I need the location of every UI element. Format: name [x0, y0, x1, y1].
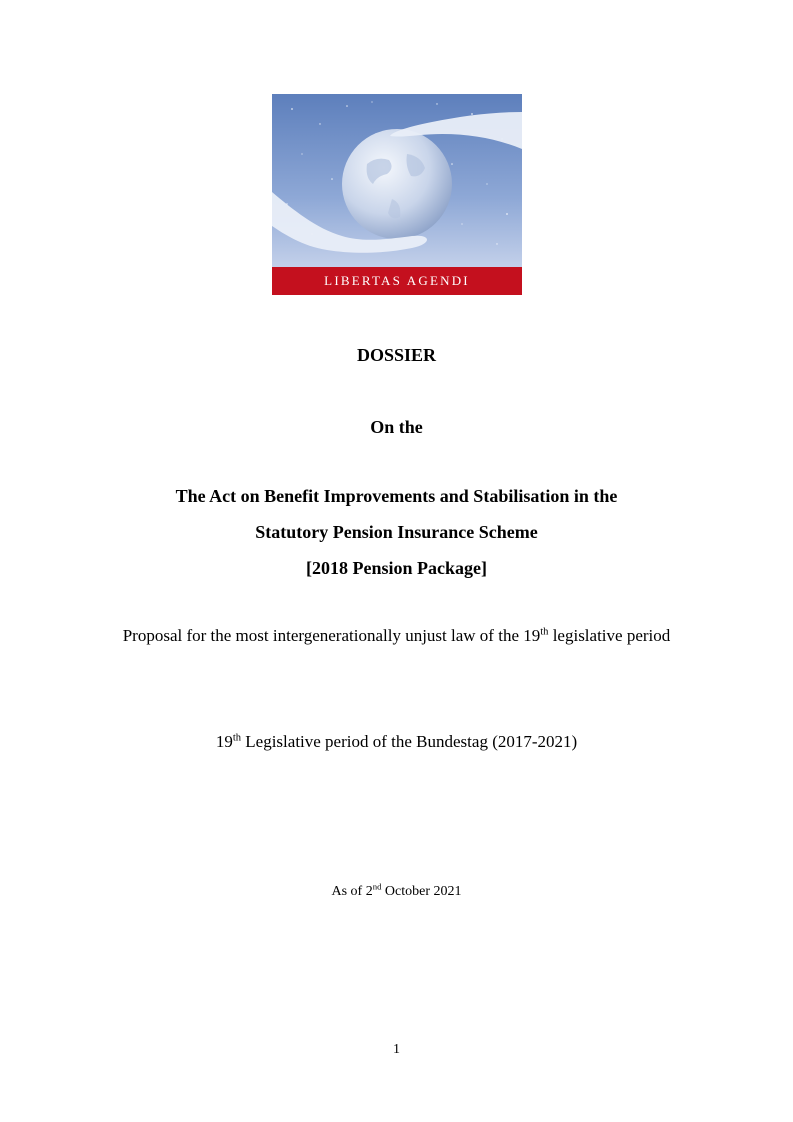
logo-banner: [272, 267, 522, 295]
page-number: 1: [393, 1042, 400, 1057]
document-subheading: On the: [370, 417, 423, 437]
title-line-3: [2018 Pension Package]: [306, 558, 487, 578]
logo-banner-text: LIBERTAS AGENDI: [324, 273, 470, 288]
date-text: As of 2nd October 2021: [331, 881, 462, 899]
libertas-agendi-logo: [272, 94, 522, 295]
legislative-period-text: 19th Legislative period of the Bundestag (2017-2021): [215, 732, 578, 751]
document-heading: DOSSIER: [356, 345, 437, 365]
proposal-text: Proposal for the most intergenerationally unjust law of the 19th legislative period: [122, 626, 671, 645]
title-line-2: Statutory Pension Insurance Scheme: [255, 522, 538, 542]
title-line-1: The Act on Benefit Improvements and Stabilisation in the: [175, 486, 618, 506]
globe-hands-illustration: [272, 94, 522, 295]
